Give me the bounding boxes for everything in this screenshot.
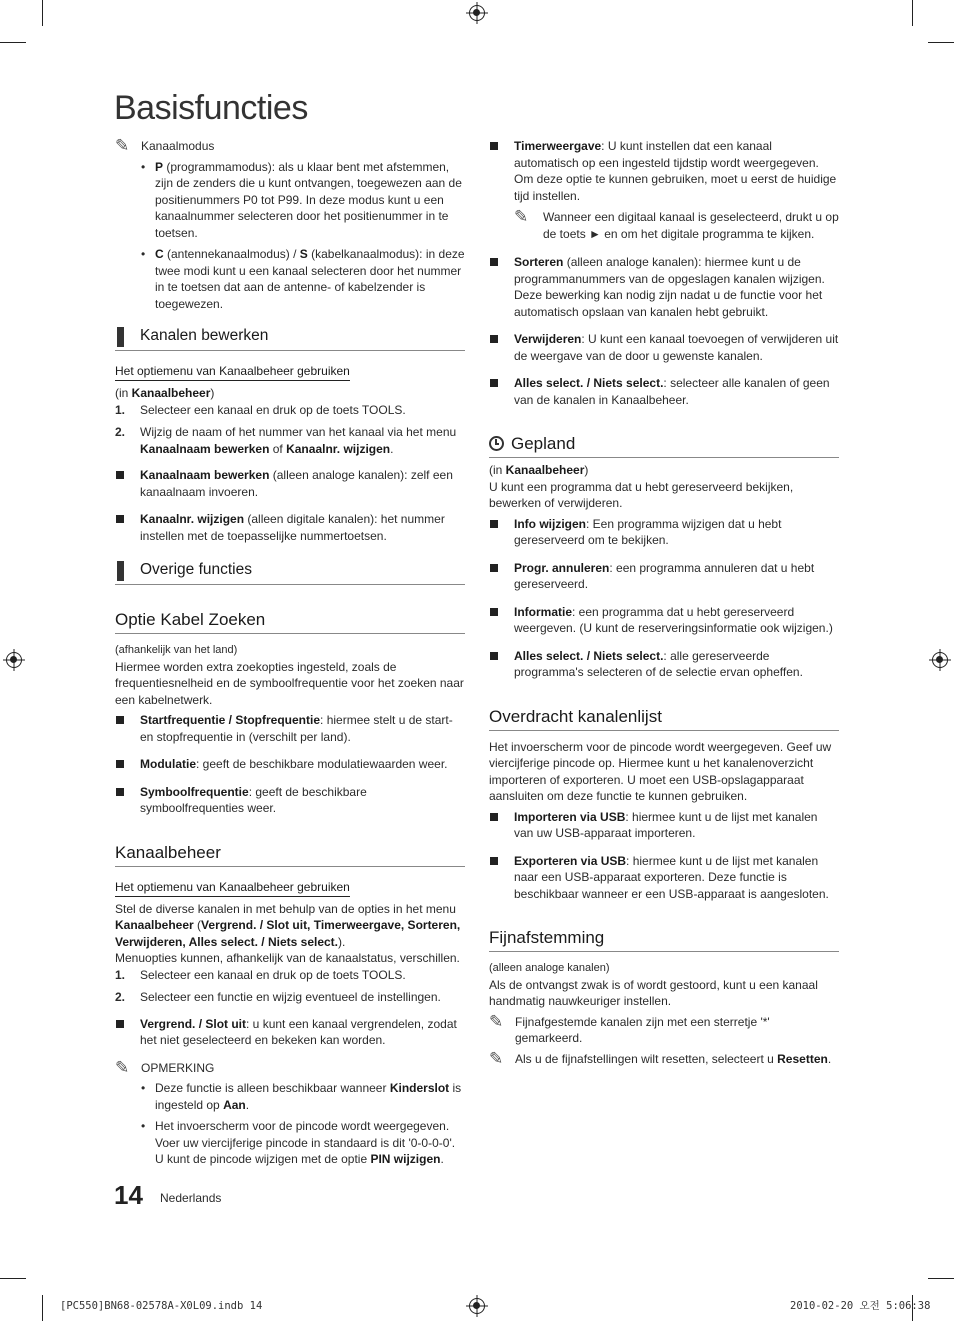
section-heading-overige-functies: Overige functies <box>115 559 465 585</box>
paragraph: Stel de diverse kanalen in met behulp van de opties in het menu Kanaalbeheer (Vergrend. / Slot uit, Timerweergave, Sorteren, Verwijderen, Alles select. / Niets select.). <box>115 901 461 949</box>
section-heading-gepland: Gepland <box>489 433 839 458</box>
note-opmerking <box>115 1057 465 1077</box>
crop-mark <box>928 42 954 43</box>
list-item: Info wijzigen: Een programma wijzigen dat u hebt gereserveerd om te bekijken. <box>489 516 839 549</box>
crop-mark <box>912 0 913 26</box>
note: ✎ Als u de fijnafstellingen wilt resetten, selecteert u Resetten. <box>489 1048 832 1068</box>
pencil-note-icon: ✎ <box>489 1011 504 1031</box>
list-item: Informatie: een programma dat u hebt gereserveerd weergeven. (U kunt de reserveringsinformatie ook wijzigen.) <box>489 604 839 637</box>
pencil-note-icon: ✎ <box>489 1048 504 1068</box>
step-item: 1. Selecteer een kanaal en druk op de toets TOOLS. <box>115 402 406 417</box>
list-item: Symboolfrequentie: geeft de beschikbare symboolfrequenties weer. <box>115 784 465 817</box>
section-heading-overdracht-kanalenlijst: Overdracht kanalenlijst <box>489 706 839 731</box>
slug-left: [PC550]BN68-02578A-X0L09.indb 14 <box>60 1300 263 1312</box>
list-item: Startfrequentie / Stopfrequentie: hiermee stelt u de start- en stopfrequentie in (verschilt per land). <box>115 712 465 745</box>
footer-language: Nederlands <box>160 1191 222 1205</box>
list-item: • Het invoerscherm voor de pincode wordt weergegeven. Voer uw viercijferige pincode in standaard is dit '0-0-0-0'. U kunt de pincode wijzigen met de optie PIN wijzigen. <box>115 1118 465 1168</box>
list-item: Exporteren via USB: hiermee kunt u de lijst met kanalen naar een USB-apparaat exporteren. Deze functie is beschikbaar wanneer er een USB-apparaat is aangesloten. <box>489 853 839 903</box>
list-item: Verwijderen: U kunt een kanaal toevoegen of verwijderen uit de weergave van de door u gewenste kanalen. <box>489 331 839 364</box>
list-item: Progr. annuleren: een programma annuleren dat u hebt gereserveerd. <box>489 560 839 593</box>
crop-mark <box>42 1295 43 1321</box>
list-item: • C (antennekanaalmodus) / S (kabelkanaalmodus): in deze twee modi kunt u een kanaal selecteren door het nummer in te toetsen dat aan de antenne- of kabelzender is toegewezen. <box>115 246 465 312</box>
list-item: Kanaalnaam bewerken (alleen analoge kanalen): zelf een kanaalnaam invoeren. <box>115 467 465 500</box>
note: ✎ Wanneer een digitaal kanaal is geselecteerd, drukt u op de toets ► en om het digitale programma te kijken. <box>514 207 839 241</box>
list-item: • P (programmamodus): als u klaar bent met afstemmen, zijn de zenders die u kunt ontvangen, toegewezen aan de positienummers P0 tot P99. In deze modus kunt u een kanaalnummer selecteren door het positienummer in te toetsen. <box>115 159 465 242</box>
paragraph: Het invoerscherm voor de pincode wordt weergegeven. Geef uw viercijferige pincode op. Hiermee kunt u het kanalenoverzicht importeren of exporteren. U moet een USB-opslagapparaat aansluiten om deze functie te kunnen gebruiken. <box>489 739 832 803</box>
registration-mark-icon <box>932 652 948 668</box>
context-label: (alleen analoge kanalen) <box>489 962 610 974</box>
subheading: Het optiemenu van Kanaalbeheer gebruiken <box>115 880 350 897</box>
right-column <box>489 138 839 1067</box>
pencil-note-icon: ✎ <box>115 136 130 155</box>
list-item: Sorteren (alleen analoge kanalen): hiermee kunt u de programmanummers van de opgeslagen kanalen wijzigen. Deze bewerking kan nodig zijn nadat u de functie voor het automatisch opslaan van kanalen hebt gebruikt. <box>489 254 839 320</box>
page-number: 14 <box>114 1180 143 1210</box>
paragraph: Menuopties kunnen, afhankelijk van de kanaalstatus, verschillen. <box>115 951 460 965</box>
crop-mark <box>0 42 26 43</box>
step-item: 1. Selecteer een kanaal en druk op de toets TOOLS. <box>115 967 406 982</box>
slug-right: 2010-02-20 오전 5:06:38 <box>790 1300 931 1312</box>
paragraph: Als de ontvangst zwak is of wordt gestoord, kunt u een kanaal handmatig nauwkeuriger instellen. <box>489 977 818 1008</box>
section-heading-fijnafstemming: Fijnafstemming <box>489 927 839 952</box>
clock-icon <box>489 436 504 451</box>
note-title: Kanaalmodus <box>141 139 215 153</box>
crop-mark <box>42 0 43 26</box>
paragraph: U kunt een programma dat u hebt gereserveerd bekijken, bewerken of verwijderen. <box>489 479 794 510</box>
left-column <box>115 138 465 1173</box>
registration-mark-icon <box>6 652 22 668</box>
list-item: • Deze functie is alleen beschikbaar wanneer Kinderslot is ingesteld op Aan. <box>115 1080 465 1113</box>
mode-list <box>115 159 465 313</box>
list-item: Alles select. / Niets select.: selecteer alle kanalen of geen van de kanalen in Kanaalbeheer. <box>489 375 839 408</box>
page-title: Basisfuncties <box>114 89 308 127</box>
list-item: Vergrend. / Slot uit: u kunt een kanaal vergrendelen, zodat het niet geselecteerd en bekeken kan worden. <box>115 1016 465 1049</box>
subheading: Het optiemenu van Kanaalbeheer gebruiken <box>115 364 350 381</box>
note-list <box>115 1080 465 1168</box>
list-item: Timerweergave: U kunt instellen dat een kanaal automatisch op een ingesteld tijdstip wordt weergegeven. Om deze optie te kunnen gebruiken, moet u eerst de huidige tijd instellen. <box>489 138 839 204</box>
context-label: (in Kanaalbeheer) <box>489 463 589 477</box>
crop-mark <box>0 1278 26 1279</box>
note: ✎ Fijnafgestemde kanalen zijn met een sterretje '*' gemarkeerd. <box>489 1011 770 1045</box>
context-label: (in Kanaalbeheer) <box>115 386 215 400</box>
list-item: Alles select. / Niets select.: alle gereserveerde programma's selecteren of de selectie ervan opheffen. <box>489 648 839 681</box>
paragraph: Hiermee worden extra zoekopties ingesteld, zoals de frequentiesnelheid en de symboolfrequentie voor het zoeken naar een kabelnetwerk. <box>115 659 464 707</box>
context-label: (afhankelijk van het land) <box>115 644 238 656</box>
registration-mark-icon <box>469 1298 485 1314</box>
list-item: Modulatie: geeft de beschikbare modulatiewaarden weer. <box>115 756 465 773</box>
note-kanaalmodus <box>115 138 465 155</box>
section-heading-kanaalbeheer: Kanaalbeheer <box>115 842 465 867</box>
crop-mark <box>928 1278 954 1279</box>
step-item: 2. Selecteer een functie en wijzig eventueel de instellingen. <box>115 990 441 1004</box>
note-title: OPMERKING <box>141 1060 215 1075</box>
list-item: Kanaalnr. wijzigen (alleen digitale kanalen): het nummer instellen met de toepasselijke nummertoetsen. <box>115 511 465 544</box>
registration-mark-icon <box>469 5 485 21</box>
pencil-note-icon: ✎ <box>115 1057 130 1077</box>
step-item: 2. Wijzig de naam of het nummer van het kanaal via het menu Kanaalnaam bewerken of Kanaalnr. wijzigen. <box>115 425 457 456</box>
list-item: Importeren via USB: hiermee kunt u de lijst met kanalen van uw USB-apparaat importeren. <box>489 809 839 842</box>
pencil-note-icon: ✎ <box>514 207 529 226</box>
section-heading-optie-kabel-zoeken: Optie Kabel Zoeken <box>115 609 465 634</box>
section-heading-kanalen-bewerken: Kanalen bewerken <box>115 325 465 351</box>
